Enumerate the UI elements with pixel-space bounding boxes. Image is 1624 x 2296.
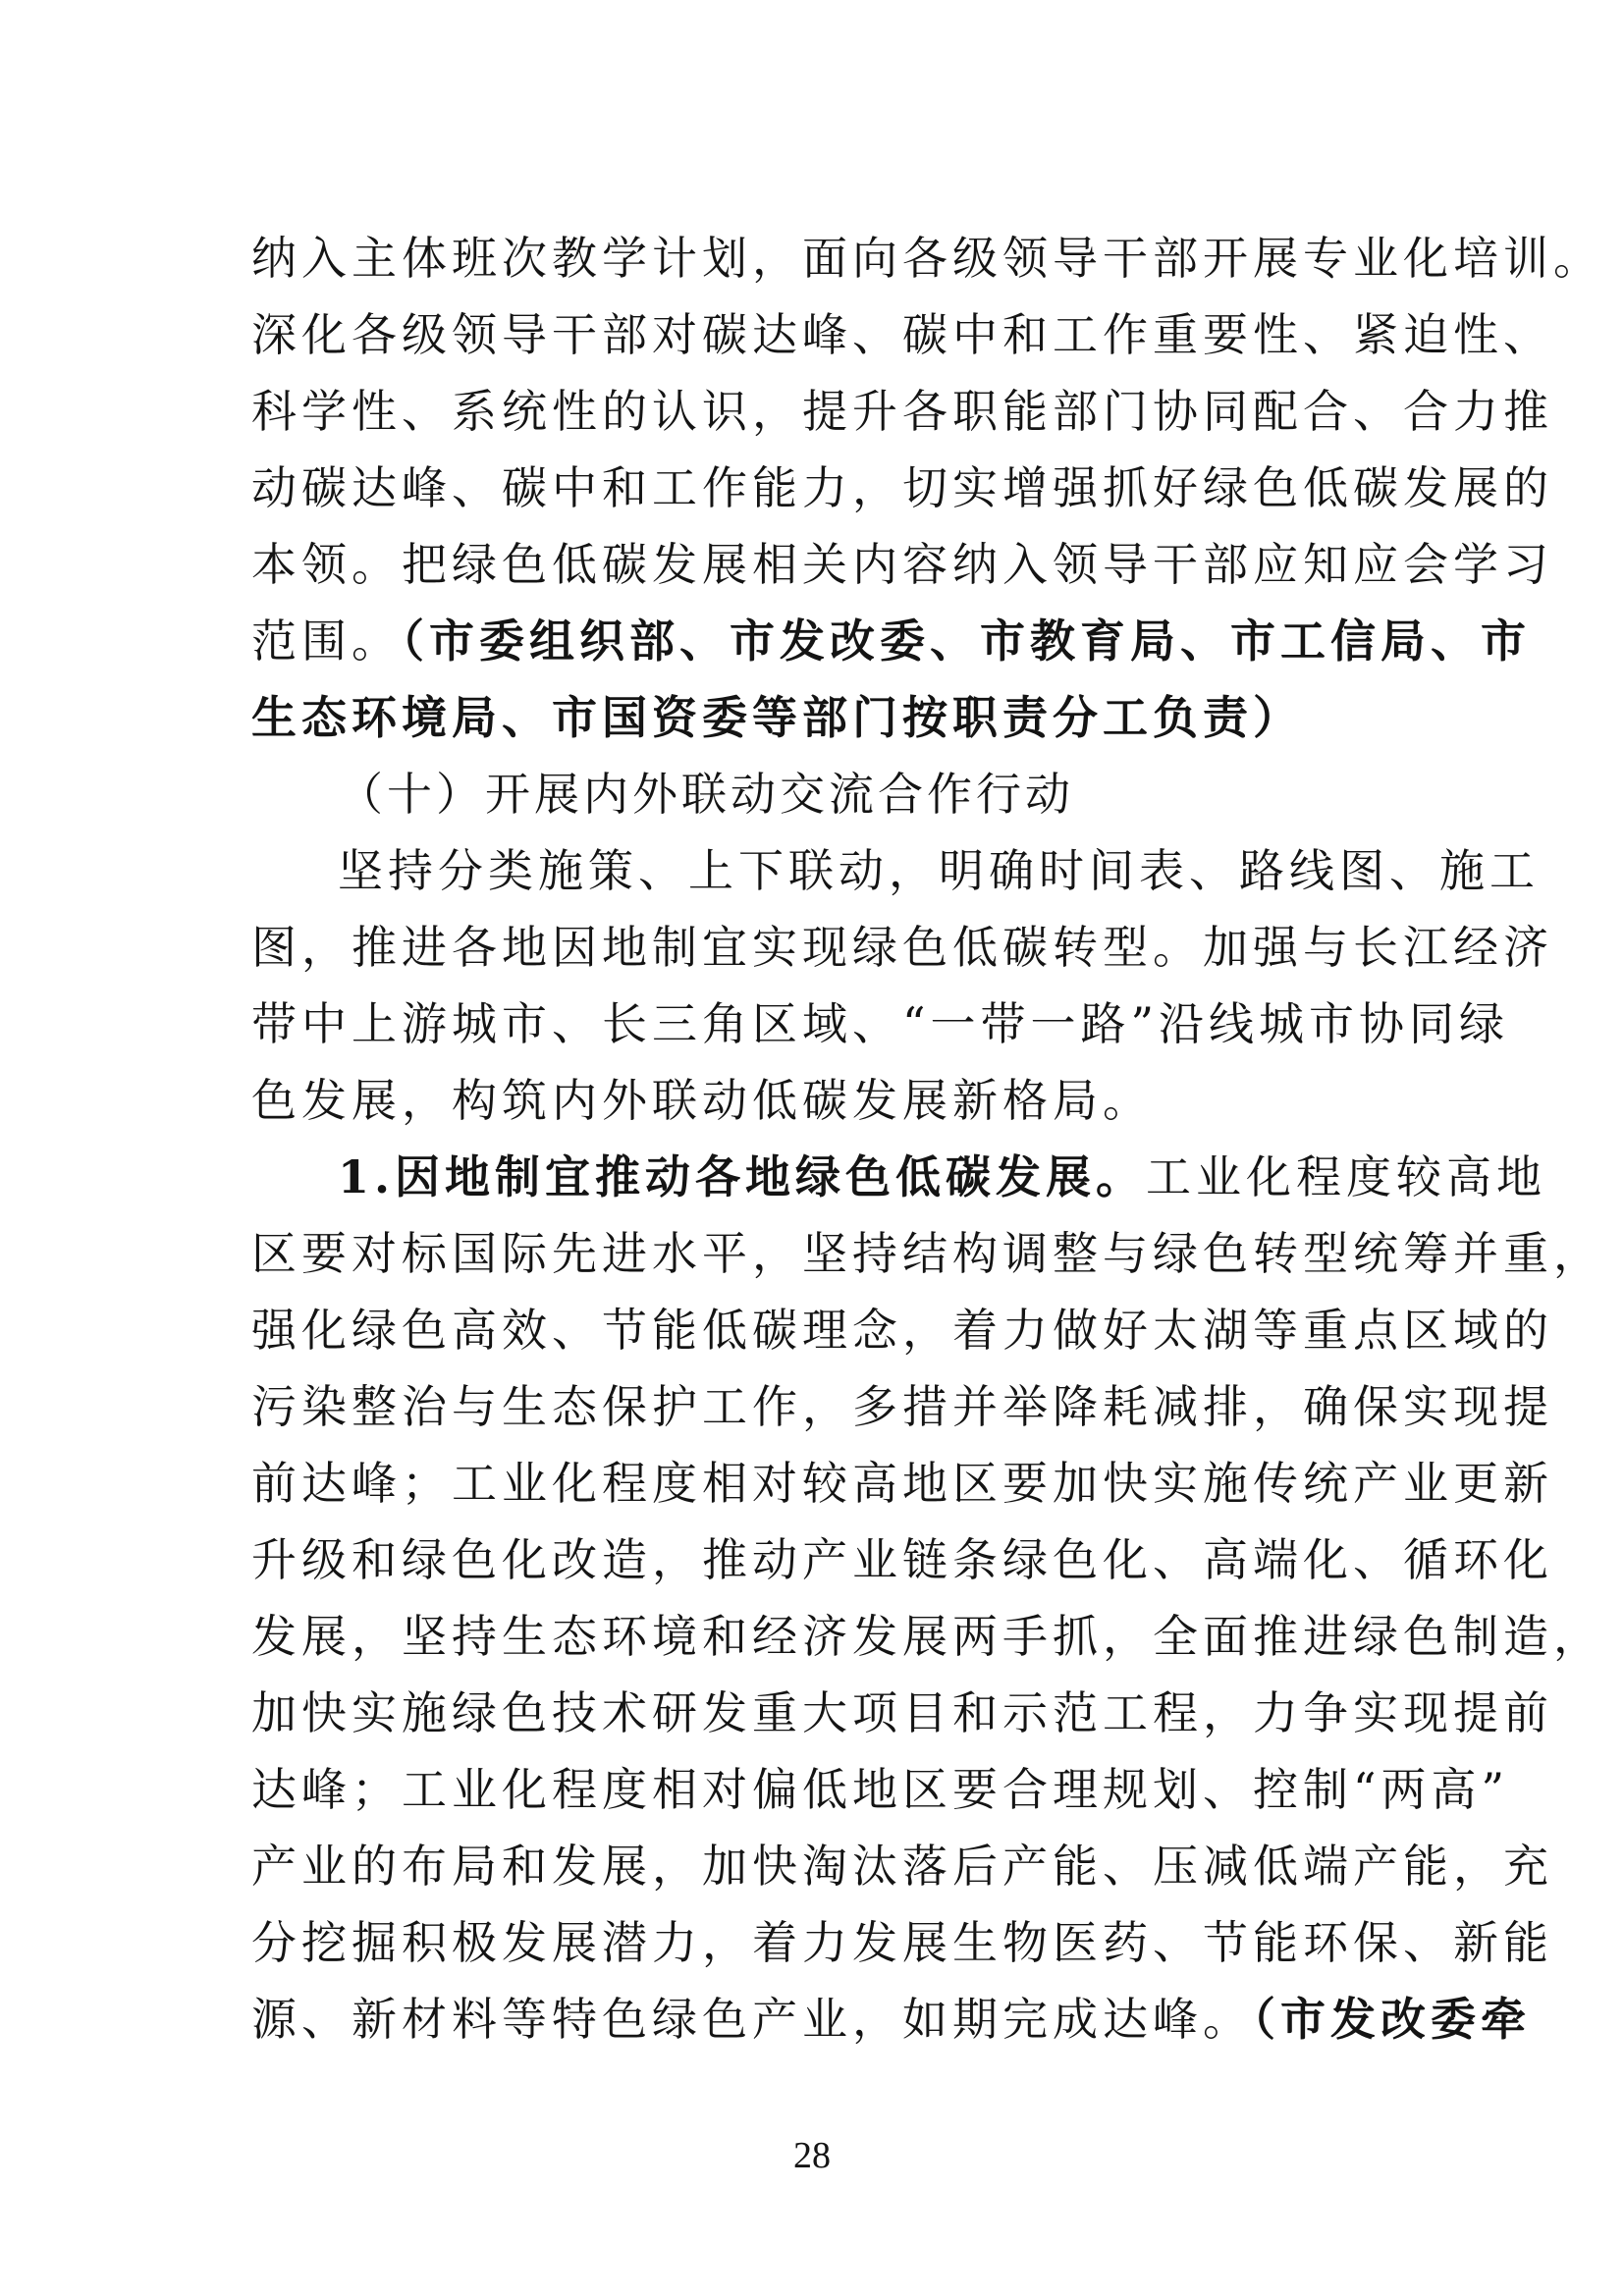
text-line — [338, 1145, 1547, 1209]
text-line — [251, 1910, 1553, 1975]
text-run: 深化各级领导干部对碳达峰、碳中和工作重要性、紧迫性、 — [251, 308, 1553, 361]
text-run: 动碳达峰、碳中和工作能力，切实增强抓好绿色低碳发展的 — [251, 461, 1553, 514]
text-line — [251, 1834, 1553, 1898]
text-line — [251, 379, 1553, 444]
text-run: 带中上游城市、长三角区域、“一带一路”沿线城市协同绿 — [251, 997, 1510, 1050]
text-line — [251, 1068, 1390, 1133]
text-run: 纳入主体班次教学计划，面向各级领导干部开展专业化培训。 — [251, 232, 1603, 285]
responsible-units: （市发改委牵 — [1253, 1993, 1531, 2046]
text-run: 分挖掘积极发展潜力，着力发展生物医药、节能环保、新能 — [251, 1916, 1553, 1969]
responsible-units: 生态环境局、市国资委等部门按职责分工负责） — [251, 691, 1303, 744]
text-run: 本领。把绿色低碳发展相关内容纳入领导干部应知应会学习 — [251, 538, 1553, 591]
text-run: 达峰；工业化程度相对偏低地区要合理规划、控制“两高” — [251, 1763, 1510, 1816]
text-run: 强化绿色高效、节能低碳理念，着力做好太湖等重点区域的 — [251, 1304, 1553, 1357]
page-number: 28 — [793, 2135, 831, 2176]
text-run: 污染整治与生态保护工作，多措并举降耗减排，确保实现提 — [251, 1380, 1553, 1433]
text-line — [251, 1604, 1603, 1669]
text-line — [251, 609, 1531, 673]
text-line — [251, 1987, 1531, 2052]
text-line — [251, 1298, 1553, 1362]
text-line — [251, 226, 1603, 291]
text-line — [251, 532, 1553, 597]
section-heading — [338, 762, 1390, 827]
text-line — [251, 991, 1510, 1056]
text-line — [251, 1527, 1553, 1592]
text-run: 范围。 — [251, 614, 402, 667]
text-run: 加快实施绿色技术研发重大项目和示范工程，力争实现提前 — [251, 1686, 1553, 1739]
text-line — [251, 1451, 1553, 1516]
text-run: 区要对标国际先进水平，坚持结构调整与绿色转型统筹并重， — [251, 1227, 1603, 1280]
text-line — [251, 455, 1553, 520]
text-line — [251, 1221, 1603, 1286]
text-run: 升级和绿色化改造，推动产业链条绿色化、高端化、循环化 — [251, 1533, 1553, 1586]
text-line — [251, 1757, 1510, 1822]
text-run: 色发展，构筑内外联动低碳发展新格局。 — [251, 1074, 1153, 1127]
text-run: 科学性、系统性的认识，提升各职能部门协同配合、合力推 — [251, 385, 1553, 438]
text-line — [251, 1374, 1553, 1439]
text-run: 工业化程度较高地 — [1146, 1150, 1547, 1203]
text-run: 前达峰；工业化程度相对较高地区要加快实施传统产业更新 — [251, 1457, 1553, 1510]
text-line — [251, 915, 1553, 980]
text-line — [251, 1681, 1553, 1745]
subsection-title: 1.因地制宜推动各地绿色低碳发展。 — [338, 1150, 1147, 1203]
text-line — [251, 302, 1553, 367]
section-heading-text: （十）开展内外联动交流合作行动 — [338, 768, 1074, 821]
text-run: 发展，坚持生态环境和经济发展两手抓，全面推进绿色制造， — [251, 1610, 1603, 1663]
text-run: 源、新材料等特色绿色产业，如期完成达峰。 — [251, 1993, 1253, 2046]
text-line — [338, 838, 1540, 903]
text-line — [251, 685, 1390, 750]
responsible-units: （市委组织部、市发改委、市教育局、市工信局、市 — [402, 614, 1531, 667]
text-run: 产业的布局和发展，加快淘汰落后产能、压减低端产能，充 — [251, 1840, 1553, 1893]
text-run: 坚持分类施策、上下联动，明确时间表、路线图、施工 — [338, 844, 1540, 897]
text-run: 图，推进各地因地制宜实现绿色低碳转型。加强与长江经济 — [251, 921, 1553, 974]
